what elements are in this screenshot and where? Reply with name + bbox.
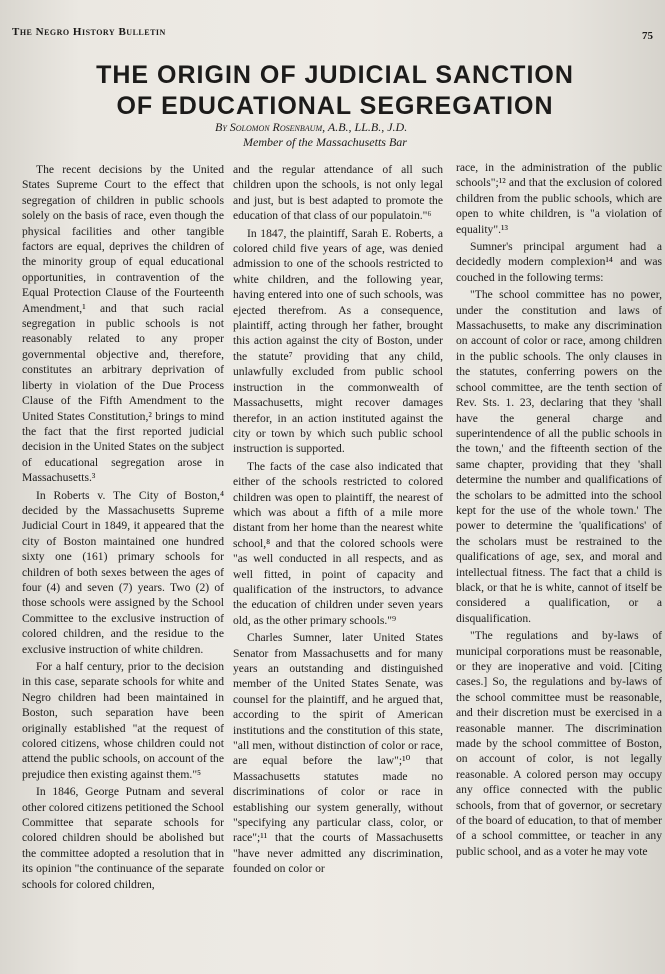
paragraph: The facts of the case also indicated that either of the schools restricted to colored children was open to plaintiff, the nearest of which was about a fifth of a mile more distant from her home than the nearest white school,⁸ and that the colored schools were "as well conducted in all respects, and as well fitted, in point of capacity and qualification of the instructors, to advance the education of children under seven years old, as the other primary schools."⁹ [233, 459, 443, 627]
paragraph: "The regulations and by-laws of municipal corporations must be reasonable, or they are inoperative and void. [Citing cases.] So, the regulations and by-laws of the school committee must be reasonable, and their discretion must be exercised in a reasonable manner. The discrimination made by the school committee of Boston, on account of color, is not legally reasonable. A colored person may occupy any office connected with the public schools, from that of governor, or secretary of the board of education, to that of member of a school committee, or teacher in any public school, and as a voter he may vote [456, 629, 662, 858]
byline [215, 120, 515, 150]
paragraph: In 1847, the plaintiff, Sarah E. Roberts, a colored child five years of age, was denied admission to one of the schools restricted to white children, and the following year, having entered into one of such schools, was ejected therefrom. As a consequence, plaintiff, acting through her father, brought this action against the city of Boston, under the statute⁷ providing that any child, unlawfully excluded from public school instruction in the commonwealth of Massachusetts, might recover damages therefor, in an action instituted against the city or town by which such public school instruction is supported. [233, 226, 443, 456]
title-line-2: OF EDUCATIONAL SEGREGATION [116, 92, 554, 120]
author-affiliation: Member of the Massachusetts Bar [243, 135, 407, 149]
text-column-2 [233, 162, 443, 968]
paragraph: Charles Sumner, later United States Senator from Massachusetts and for many years an outstanding and distinguished member of the United States Senate, was counsel for the plaintiff, and he argued that, according to the spirit of American institutions and the constitution of this state, "all men, without distinction of color or race, are equal before the law";¹⁰ that Massachusetts statutes made no discriminations of color or race in establishing our system generally, without "specifying any particular class, color, or race";¹¹ that the courts of Massachusetts "have never admitted any discrimination, founded on color or [233, 631, 443, 876]
text-column-1 [22, 162, 224, 968]
paragraph: and the regular attendance of all such children upon the schools, is not only legal and just, but is best adapted to promote the education of that class of our populatoin."⁶ [233, 163, 443, 223]
paragraph: In Roberts v. The City of Boston,⁴ decided by the Massachusetts Supreme Judicial Court in 1849, it appeared that the city of Boston maintained one hundred sixty one (161) primary schools for children of both sexes between the ages of four (4) and seven (7) years. Two (2) of those schools were assigned by the School Committee to the exclusive instruction of colored children, and the residue to the exclusive instruction of white children. [22, 488, 224, 656]
title-line-1: THE ORIGIN OF JUDICIAL SANCTION [96, 61, 574, 89]
paragraph: For a half century, prior to the decision in this case, separate schools for white and Negro children had been maintained in Boston, such separation have been originally established "at the request of colored citizens, whose children could not attend the public schools, on account of the prejudice then existing against them."⁵ [22, 660, 224, 781]
text-column-3 [456, 160, 662, 966]
paragraph: race, in the administration of the public schools";¹² and that the exclusion of colored children from the public schools, which are open to white children, is "a violation of equality".¹³ [456, 161, 662, 236]
author-name: By Solomon Rosenbaum, A.B., LL.B., J.D. [215, 120, 408, 134]
article-title [40, 60, 630, 122]
journal-running-head: The Negro History Bulletin [12, 26, 166, 38]
paragraph: In 1846, George Putnam and several other colored citizens petitioned the School Committee that separate schools for colored children should be abolished but the committee adopted a resolution that in its opinion "the continuance of the separate schools for colored children, [22, 785, 224, 891]
paragraph: The recent decisions by the United States Supreme Court to the effect that segregation of children in public schools solely on the basis of race, even though the physical facilities and other tangible factors are equal, deprives the children of the minority group of equal educational opportunities, in contravention of the Equal Protection Clause of the Fourteenth Amendment,¹ and that such racial segregation in public schools is not reasonably related to any proper governmental objective and, therefore, constitutes an arbitrary deprivation of liberty in violation of the Due Process Clause of the Fifth Amendment to the United States Constitution,² brings to mind the fact that the first reported judicial decision in the United States on the subject of educational segregation arose in Massachusetts.³ [22, 163, 224, 485]
paragraph: Sumner's principal argument had a decidedly modern complexion¹⁴ and was couched in the following terms: [456, 240, 662, 284]
page-number: 75 [642, 30, 653, 42]
paragraph: "The school committee has no power, under the constitution and laws of Massachusetts, to make any discrimination on account of color or race, among children in the public schools. The only clauses in the statutes, conferring powers on the school committee, are the tenth section of Rev. Sts. 1. 23, declaring that they 'shall have the general charge and superintendence of all the public schools in the town,' and the fifteenth section of the same chapter, providing that they 'shall determine the number and qualifications of the scholars to be admitted into the school kept for the use of the whole town.' The power to determine the 'qualifications' of the scholars must be restrained to the qualifications of age, sex, and moral and intellectual fitness. The fact that a child is black, or that he is white, cannot of itself be considered a qualification, or a disqualification. [456, 288, 662, 625]
